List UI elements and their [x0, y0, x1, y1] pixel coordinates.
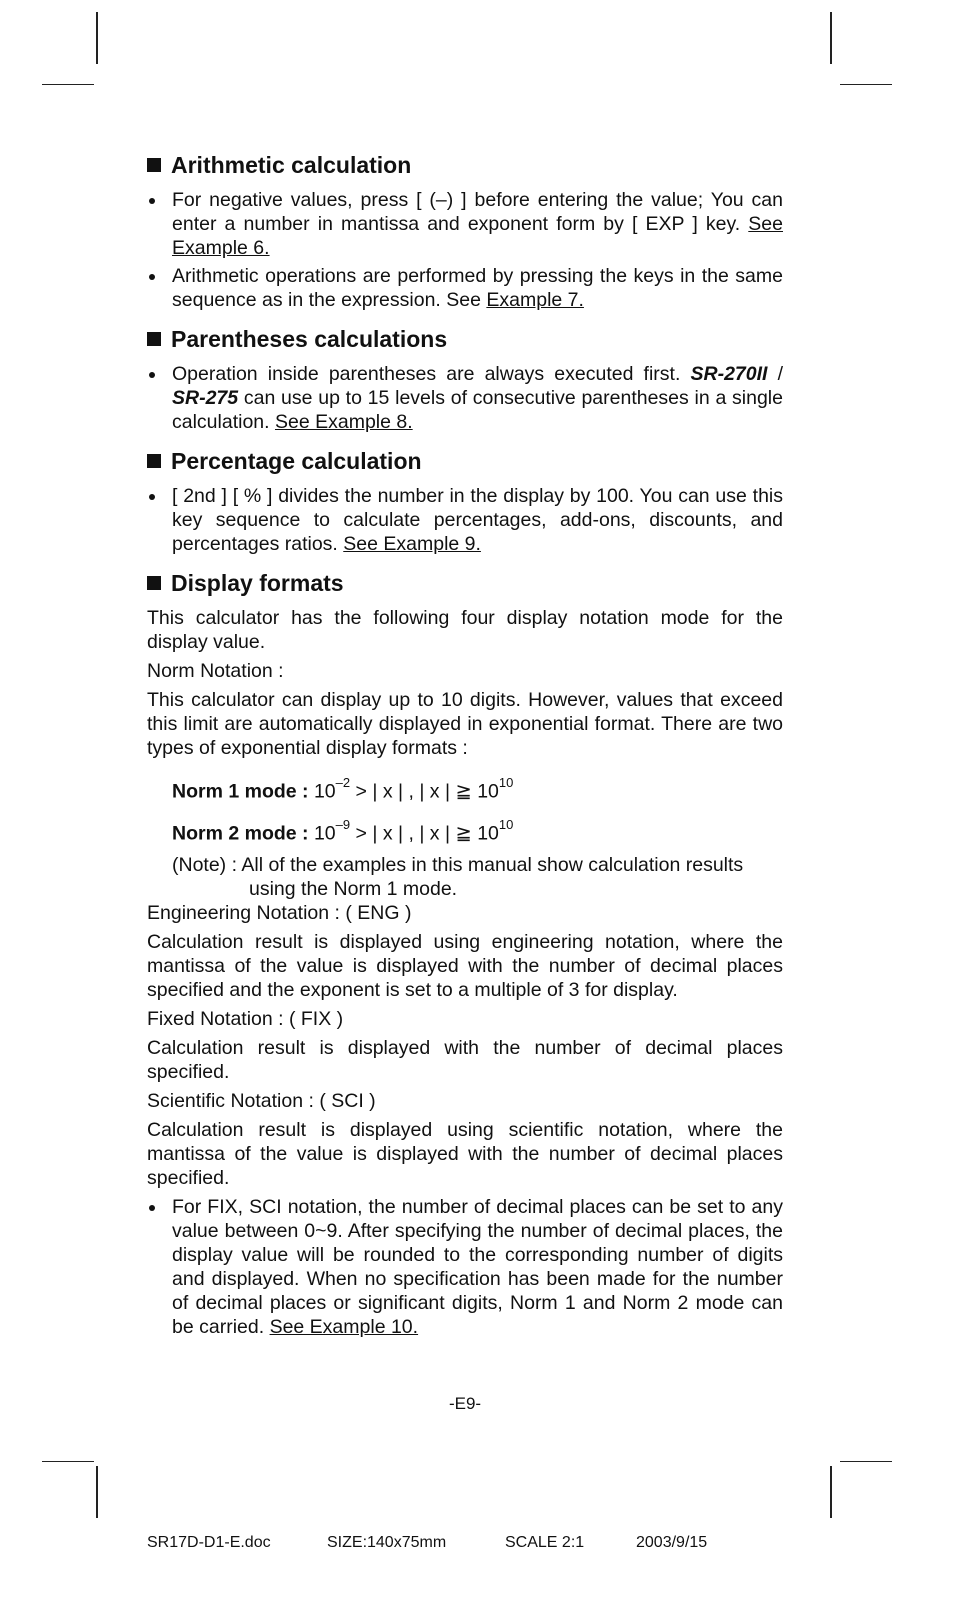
bullet-list-display-formats: [147, 1195, 783, 1339]
fix-notation-description: Calculation result is displayed with the number of decimal places specified.: [147, 1037, 783, 1083]
square-bullet-icon: [147, 332, 161, 346]
bullet-list-arithmetic: [147, 188, 783, 312]
crop-mark-top-right-vertical: [830, 12, 832, 64]
list-item: For FIX, SCI notation, the number of decimal places can be set to any value between 0~9. After specifying the number of decimal places, the display value will be rounded to the corresponding number of digits and displayed. When no specification has been made for the number of decimal places or significant digits, Norm 1 and Norm 2 mode can be carried. See Example 10.: [147, 1195, 783, 1339]
crop-mark-top-left-vertical: [96, 12, 98, 64]
example-7-link[interactable]: Example 7.: [486, 289, 584, 311]
crop-mark-bottom-left-horizontal: [42, 1461, 94, 1462]
crop-mark-bottom-right-vertical: [830, 1466, 832, 1518]
bullet-dot-icon: [149, 274, 155, 280]
square-bullet-icon: [147, 576, 161, 590]
list-item: Operation inside parentheses are always executed first. SR-270II / SR-275 can use up to 15 levels of consecutive parentheses in a single calculation. See Example 8.: [147, 362, 783, 434]
bullet-list-percentage: [147, 484, 783, 556]
manual-content: [147, 150, 783, 1351]
page-number: -E9-: [448, 1394, 482, 1413]
bullet-dot-icon: [149, 494, 155, 500]
norm-notation-label: Norm Notation :: [147, 660, 284, 682]
list-item: For negative values, press [ (–) ] before entering the value; You can enter a number in mantissa and exponent form by [ EXP ] key. See Example 6.: [147, 188, 783, 260]
example-8-link[interactable]: See Example 8.: [274, 411, 413, 433]
norm-notation-description: This calculator can display up to 10 digits. However, values that exceed this limit are automatically displayed in exponential format. There are two types of exponential display formats :: [147, 689, 783, 759]
bullet-list-parentheses: [147, 362, 783, 434]
model-name: SR-270II: [690, 363, 768, 385]
example-6-link[interactable]: See Example 6.: [172, 213, 783, 259]
bullet-dot-icon: [149, 198, 155, 204]
display-formats-intro: This calculator has the following four display notation mode for the display value.: [147, 607, 783, 653]
example-10-link[interactable]: See Example 10.: [269, 1316, 419, 1338]
crop-mark-top-right-horizontal: [840, 84, 892, 85]
crop-mark-top-left-horizontal: [42, 84, 94, 85]
section-heading-parentheses: Parentheses calculations: [147, 324, 783, 354]
eng-notation-description: Calculation result is displayed using engineering notation, where the mantissa of the value is displayed with the number of decimal places specified and the exponent is set to a multiple of 3 for display.: [147, 931, 783, 1001]
sci-notation-label: Scientific Notation : ( SCI ): [147, 1090, 376, 1112]
footer-date: 2003/9/15: [636, 1534, 708, 1551]
list-item: [ 2nd ] [ % ] divides the number in the display by 100. You can use this key sequence to calculate percentages, add-ons, discounts, and percentages ratios. See Example 9.: [147, 484, 783, 556]
section-heading-arithmetic: Arithmetic calculation: [147, 150, 783, 180]
square-bullet-icon: [147, 158, 161, 172]
list-item: Arithmetic operations are performed by pressing the keys in the same sequence as in the expression. See Example 7.: [147, 264, 783, 312]
bullet-dot-icon: [149, 372, 155, 378]
model-name: SR-275: [172, 387, 239, 409]
footer-scale: SCALE 2:1: [505, 1534, 585, 1551]
crop-mark-bottom-left-vertical: [96, 1466, 98, 1518]
footer-size: SIZE:140x75mm: [327, 1534, 447, 1551]
eng-notation-label: Engineering Notation : ( ENG ): [147, 902, 412, 924]
crop-mark-bottom-right-horizontal: [840, 1461, 892, 1462]
bullet-dot-icon: [149, 1205, 155, 1211]
section-heading-display-formats: Display formats: [147, 568, 783, 598]
example-9-link[interactable]: See Example 9.: [343, 533, 481, 555]
norm-1-mode-formula: Norm 1 mode : $10^{-2}$ > | x | , | x | ≧ $10^{10}$: [172, 775, 514, 803]
sci-notation-description: Calculation result is displayed using scientific notation, where the mantissa of the value is displayed with the number of decimal places specified.: [147, 1119, 783, 1189]
note-norm-1: (Note) : All of the examples in this manual show calculation results using the Norm 1 mode.: [172, 854, 744, 900]
square-bullet-icon: [147, 454, 161, 468]
footer-file: SR17D-D1-E.doc: [147, 1534, 271, 1551]
norm-2-mode-formula: Norm 2 mode : $10^{-9}$ > | x | , | x | ≧ $10^{10}$: [172, 816, 514, 844]
section-heading-percentage: Percentage calculation: [147, 446, 783, 476]
fix-notation-label: Fixed Notation : ( FIX ): [147, 1008, 344, 1030]
